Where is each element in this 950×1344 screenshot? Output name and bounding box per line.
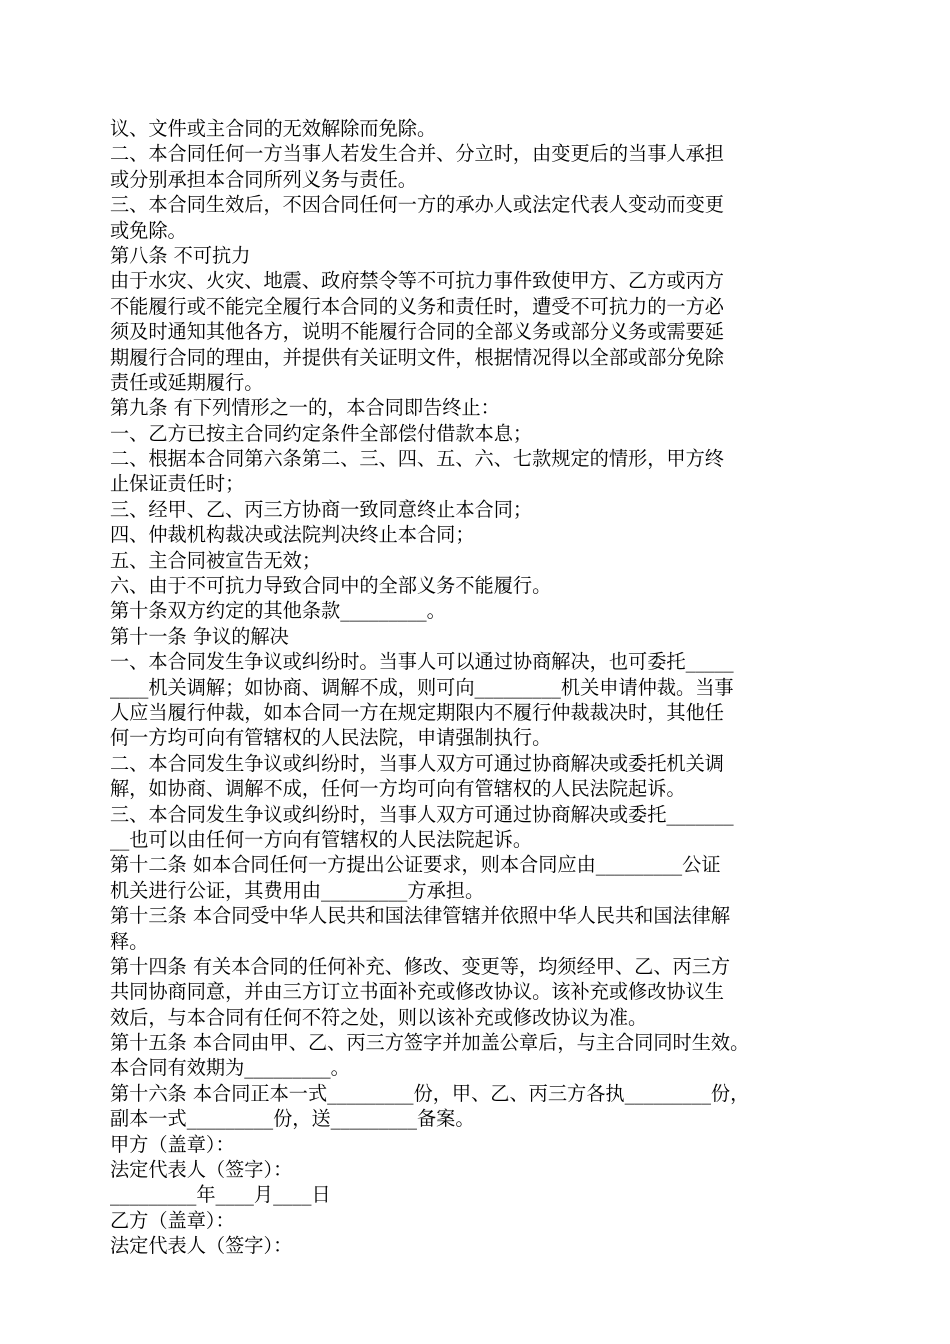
text-line: ____机关调解；如协商、调解不成，则可向_________机关申请仲裁。当事 bbox=[110, 675, 734, 699]
signature-date: _________年____月____日 bbox=[110, 1183, 331, 1207]
text-line: __也可以由任何一方向有管辖权的人民法院起诉。 bbox=[110, 827, 533, 851]
article-heading: 第十一条 争议的解决 bbox=[110, 624, 289, 648]
article-heading: 第十五条 本合同由甲、乙、丙三方签字并加盖公章后，与主合同同时生效。 bbox=[110, 1031, 750, 1055]
text-line: 效后，与本合同有任何不符之处，则以该补充或修改协议为准。 bbox=[110, 1005, 648, 1029]
text-line: 机关进行公证，其费用由_________方承担。 bbox=[110, 878, 485, 902]
text-line: 共同协商同意，并由三方订立书面补充或修改协议。该补充或修改协议生 bbox=[110, 980, 724, 1004]
text-line: 议、文件或主合同的无效解除而免除。 bbox=[110, 117, 437, 140]
text-line: 一、本合同发生争议或纠纷时。当事人可以通过协商解决，也可委托_____ bbox=[110, 650, 734, 674]
signature-party-b: 乙方（盖章）： bbox=[110, 1208, 235, 1232]
text-line: 人应当履行仲裁，如本合同一方在规定期限内不履行仲裁裁决时，其他任 bbox=[110, 700, 724, 724]
text-line: 须及时通知其他各方，说明不能履行合同的全部义务或部分义务或需要延 bbox=[110, 320, 724, 344]
document-body bbox=[110, 116, 850, 1259]
text-line: 五、主合同被宣告无效； bbox=[110, 548, 322, 572]
text-line: 不能履行或不能完全履行本合同的义务和责任时，遭受不可抗力的一方必 bbox=[110, 294, 724, 318]
text-line: 本合同有效期为_________。 bbox=[110, 1056, 350, 1080]
text-line: 一、乙方已按主合同约定条件全部偿付借款本息； bbox=[110, 421, 533, 445]
text-line: 四、仲裁机构裁决或法院判决终止本合同； bbox=[110, 523, 475, 547]
text-line: 何一方均可向有管辖权的人民法院，申请强制执行。 bbox=[110, 726, 552, 750]
article-heading: 第十条双方约定的其他条款_________。 bbox=[110, 599, 446, 623]
text-line: 二、本合同发生争议或纠纷时，当事人双方可通过协商解决或委托机关调 bbox=[110, 751, 724, 775]
article-heading: 第八条 不可抗力 bbox=[110, 243, 251, 267]
article-heading: 第十三条 本合同受中华人民共和国法律管辖并依照中华人民共和国法律解 bbox=[110, 904, 731, 928]
text-line: 二、根据本合同第六条第二、三、四、五、六、七款规定的情形，甲方终 bbox=[110, 447, 724, 471]
article-heading: 第十二条 如本合同任何一方提出公证要求，则本合同应由_________公证 bbox=[110, 853, 721, 877]
signature-party-a: 甲方（盖章）： bbox=[110, 1132, 235, 1156]
text-line: 责任或延期履行。 bbox=[110, 370, 264, 394]
text-line: 六、由于不可抗力导致合同中的全部义务不能履行。 bbox=[110, 574, 552, 598]
signature-representative-b: 法定代表人（签字）： bbox=[110, 1234, 293, 1258]
text-line: 由于水灾、火灾、地震、政府禁令等不可抗力事件致使甲方、乙方或丙方 bbox=[110, 269, 724, 293]
text-line: 解，如协商、调解不成，任何一方均可向有管辖权的人民法院起诉。 bbox=[110, 777, 686, 801]
text-line: 或分别承担本合同所列义务与责任。 bbox=[110, 167, 417, 191]
article-heading: 第九条 有下列情形之一的，本合同即告终止： bbox=[110, 396, 500, 420]
article-heading: 第十六条 本合同正本一式_________份，甲、乙、丙三方各执_________份， bbox=[110, 1081, 750, 1105]
text-line: 释。 bbox=[110, 929, 149, 953]
text-line: 期履行合同的理由，并提供有关证明文件，根据情况得以全部或部分免除 bbox=[110, 345, 724, 369]
text-line: 三、经甲、乙、丙三方协商一致同意终止本合同； bbox=[110, 497, 533, 521]
signature-representative-a: 法定代表人（签字）： bbox=[110, 1158, 293, 1182]
text-line: 副本一式_________份，送_________备案。 bbox=[110, 1107, 475, 1131]
text-line: 三、本合同发生争议或纠纷时，当事人双方可通过协商解决或委托_______ bbox=[110, 802, 734, 826]
text-line: 止保证责任时； bbox=[110, 472, 245, 496]
text-line: 或免除。 bbox=[110, 218, 187, 242]
article-heading: 第十四条 有关本合同的任何补充、修改、变更等，均须经甲、乙、丙三方 bbox=[110, 954, 731, 978]
text-line: 二、本合同任何一方当事人若发生合并、分立时，由变更后的当事人承担 bbox=[110, 142, 724, 166]
text-line: 三、本合同生效后，不因合同任何一方的承办人或法定代表人变动而变更 bbox=[110, 193, 724, 217]
